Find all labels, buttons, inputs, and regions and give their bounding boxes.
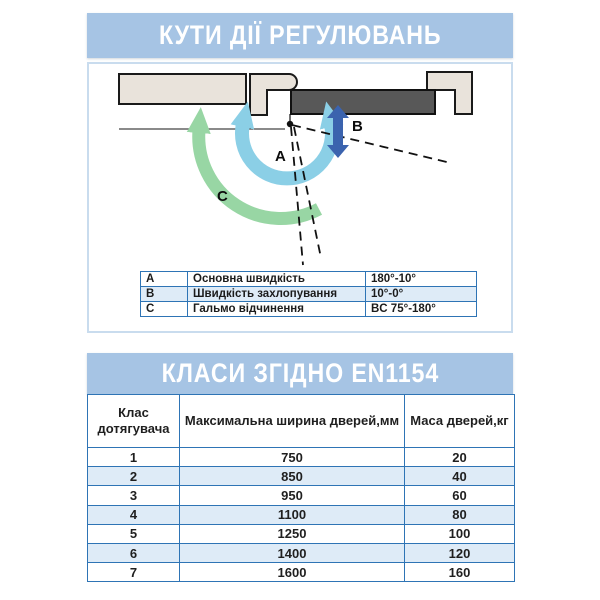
adjustment-range: 180°-10° [366, 272, 477, 287]
cell-width: 1400 [180, 543, 405, 562]
dashed-line-down-1 [291, 127, 303, 265]
adjustment-name: Гальмо відчинення [188, 302, 366, 317]
classes-table [87, 394, 515, 582]
cell-mass: 120 [405, 543, 515, 562]
table-row [88, 563, 515, 582]
cell-class: 1 [88, 448, 180, 467]
classes-title: КЛАСИ ЗГІДНО EN1154 [161, 358, 439, 388]
door-closer-diagram-box [87, 62, 513, 333]
cell-width: 1600 [180, 563, 405, 582]
cell-mass: 100 [405, 524, 515, 543]
wall-left [119, 74, 246, 104]
door-frame-left [250, 74, 297, 115]
cell-mass: 20 [405, 448, 515, 467]
cell-class: 5 [88, 524, 180, 543]
cell-mass: 40 [405, 467, 515, 486]
table-row [88, 448, 515, 467]
cell-class: 6 [88, 543, 180, 562]
dashed-line-right [292, 125, 451, 163]
table-row [88, 524, 515, 543]
adjustments-row-b [141, 287, 477, 302]
header-class: Клас дотягувача [88, 395, 180, 448]
cell-class: 4 [88, 505, 180, 524]
label-c: C [217, 188, 228, 205]
table-row [88, 467, 515, 486]
cell-mass: 60 [405, 486, 515, 505]
cell-width: 750 [180, 448, 405, 467]
label-a: A [275, 148, 286, 165]
cell-class: 2 [88, 467, 180, 486]
label-b: B [352, 118, 363, 135]
table-row [88, 543, 515, 562]
angles-title: КУТИ ДІЇ РЕГУЛЮВАНЬ [158, 20, 442, 50]
adjustment-range: BC 75°-180° [366, 302, 477, 317]
door-leaf [291, 90, 435, 114]
pivot-dot [287, 121, 293, 127]
header-max-width: Максимальна ширина дверей,мм [180, 395, 405, 448]
adjustments-table [140, 271, 477, 317]
cell-width: 850 [180, 467, 405, 486]
table-row [88, 505, 515, 524]
table-row [88, 486, 515, 505]
adjustment-key: C [141, 302, 188, 317]
adjustment-key: B [141, 287, 188, 302]
adjustments-row-c [141, 302, 477, 317]
cell-class: 7 [88, 563, 180, 582]
classes-title-banner [87, 353, 513, 394]
dashed-line-down-2 [294, 127, 321, 258]
adjustment-key: A [141, 272, 188, 287]
adjustment-name: Основна швидкість [188, 272, 366, 287]
main-speed-arc [242, 124, 332, 178]
cell-class: 3 [88, 486, 180, 505]
cell-width: 1250 [180, 524, 405, 543]
cell-mass: 160 [405, 563, 515, 582]
adjustments-row-a [141, 272, 477, 287]
cell-width: 950 [180, 486, 405, 505]
angles-title-banner [87, 13, 513, 58]
cell-width: 1100 [180, 505, 405, 524]
header-door-mass: Маса дверей,кг [405, 395, 515, 448]
cell-mass: 80 [405, 505, 515, 524]
adjustment-name: Швидкість захлопування [188, 287, 366, 302]
classes-header-row [88, 395, 515, 448]
adjustment-range: 10°-0° [366, 287, 477, 302]
